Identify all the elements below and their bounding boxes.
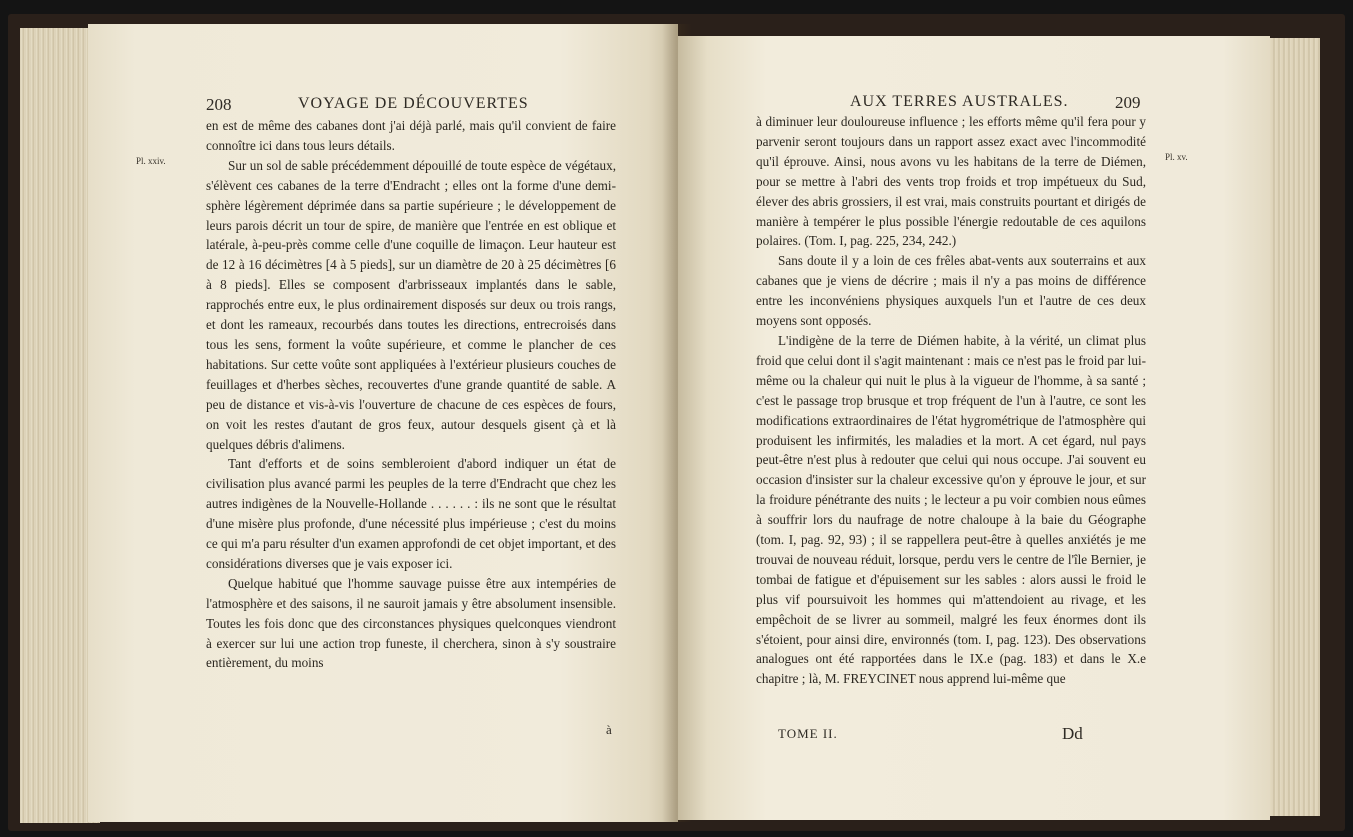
paragraph: Quelque habitué que l'homme sauvage puisse être aux intempéries de l'atmosphère et des saisons, il ne sauroit jamais y être absolument insensible. Toutes les fois donc que des circonstances physiques quelconques viendront à exercer sur lui une action trop funeste, il cherchera, sinon à s'y soustraire entièrement, du moins [206, 575, 616, 671]
left-page-text [206, 116, 616, 673]
catchword: à [606, 722, 612, 737]
gathering-mark: Dd [1062, 724, 1083, 743]
plate-reference-left: Pl. xxiv. [136, 156, 166, 166]
paragraph: à diminuer leur douloureuse influence ; les efforts même qu'il fera pour y parvenir seront toujours dans un rapport assez exact avec l'incommodité qu'il éprouve. Ainsi, nous avons vu les habitans de la terre de Diémen, pour se mettre à l'abri des vents trop froids et trop impétueux du Sud, élever des abris grossiers, il est vrai, mais construits pourtant et dirigés de manière à tempérer le plus possible l'énergie redoutable de ces aquilons polaires. (Tom. I, pag. 225, 234, 242.) [756, 114, 1146, 249]
left-page [88, 24, 678, 822]
paragraph: Sans doute il y a loin de ces frêles abat-vents aux souterrains et aux cabanes que je viens de décrire ; mais il n'y a pas moins de différence entre les inconvéniens physiques auxquels l'un et l'autre de ces deux moyens sont opposés. [756, 253, 1146, 329]
plate-reference-right: Pl. xv. [1165, 152, 1188, 162]
right-page-text [756, 112, 1146, 689]
paragraph: en est de même des cabanes dont j'ai déjà parlé, mais qu'il convient de faire connoître ici dans tous leurs détails. [206, 118, 616, 153]
page-edges-right [1262, 38, 1320, 816]
paragraph: Sur un sol de sable précédemment dépouillé de toute espèce de végétaux, s'élèvent ces cabanes de la terre d'Endracht ; elles ont la forme d'une demi-sphère légèrement déprimée dans sa partie supérieure ; le développement de leurs parois décrit un tour de spire, de manière que l'entrée en est oblique et latérale, à-peu-près comme celle d'une coquille de limaçon. Leur hauteur est de 12 à 16 décimètres [4 à 5 pieds], sur un diamètre de 20 à 25 décimètres [6 à 8 pieds]. Elles se composent d'arbrisseaux implantés dans le sable, rapprochés entre eux, le plus ordinairement disposés sur deux ou trois rangs, et dont les rameaux, recourbés dans toutes les directions, entrecroisés dans tous les sens, forment la voûte supérieure, et comme le plancher de ces habitations. Sur cette voûte sont appliquées à l'extérieur plusieurs couches de feuillages et d'herbes sèches, recouvertes d'une grande quantité de sable. A peu de distance et vis-à-vis l'ouverture de chacune de ces espèces de fours, on voit les restes d'autant de gros feux, autour desquels gisent çà et là quelques débris d'alimens. [206, 157, 616, 452]
page-number-left: 208 [206, 95, 232, 114]
right-page [678, 36, 1270, 820]
running-head-right: AUX TERRES AUSTRALES. [850, 93, 1069, 110]
signature-mark: TOME II. [778, 726, 838, 741]
page-number-right: 209 [1115, 93, 1141, 112]
paragraph: Tant d'efforts et de soins sembleroient d'abord indiquer un état de civilisation plus avancé parmi les peuples de la terre d'Endracht que chez les autres indigènes de la Nouvelle-Hollande . . . . . . : ils ne sont que le résultat d'une misère plus profonde, d'une nécessité plus impérieuse ; c'est du moins ce qui m'a paru résulter d'un examen approfondi de cet objet important, et des considérations diverses que je vais exposer ici. [206, 456, 616, 571]
paragraph: L'indigène de la terre de Diémen habite, à la vérité, un climat plus froid que celui dont il s'agit maintenant : mais ce n'est pas le froid par lui-même ou la chaleur qui nuit le plus à la vigueur de l'homme, à sa santé ; c'est le passage trop brusque et trop fréquent de l'un à l'autre, ce sont les modifications extraordinaires de l'état hygrométrique de l'atmosphère qui produisent les infirmités, les maladies et la mort. A cet égard, nul pays peut-être n'est plus à redouter que celui qui nous occupe. J'ai souvent eu occasion d'insister sur la chaleur excessive qu'on y éprouve le jour, et sur la froidure pénétrante des nuits ; le lecteur a pu voir combien nous eûmes à souffrir lors du naufrage de notre chaloupe à la baie du Géographe (tom. I, pag. 92, 93) ; il se rappellera peut-être à quelles anxiétés je me trouvai de nouveau réduit, lorsque, perdu vers le centre de l'île Bernier, je tombai de fatigue et d'épuisement sur les sables : alors aussi le froid le plus vif poursuivoit les hommes qui m'attendoient au rivage, et les empêchoit de se livrer au sommeil, malgré les feux énormes dont ils s'étoient, pour ainsi dire, environnés (tom. I, pag. 123). Des observations analogues ont été rapportées dans le IX.e (pag. 183) et dans le X.e chapitre ; là, M. FREYCINET nous apprend lui-même que [756, 332, 1146, 687]
running-head-left: VOYAGE DE DÉCOUVERTES [298, 95, 529, 112]
